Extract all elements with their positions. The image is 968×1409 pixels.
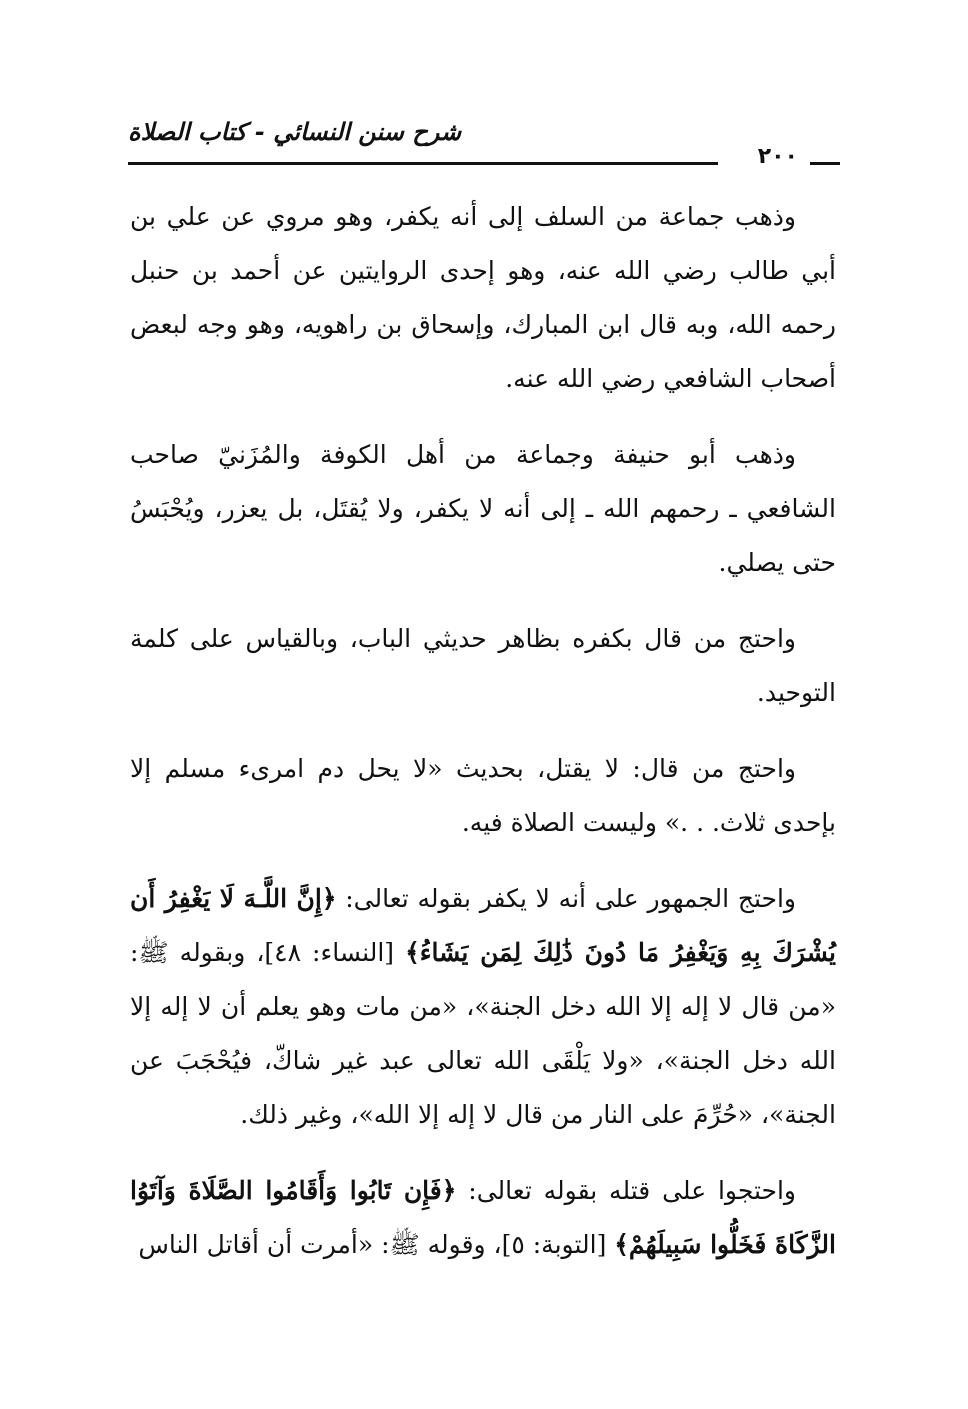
paragraph-5-rest: [النساء: ٤٨]، وبقوله ﷺ: «من قال لا إله إلا الله دخل الجنة»، «من مات وهو يعلم أن لا إله إلا الله دخل الجنة»، «ولا يَلْقَى الله تعالى عبد غير شاكّ، فيُحْجَبَ عن الجنة»، «حُرِّمَ على النار من قال لا إله إلا الله»، وغير ذلك. xyxy=(130,938,836,1129)
quran-verse-nisa: ﴿إِنَّ اللَّـهَ لَا يَغْفِرُ أَن يُشْرَكَ بِهِ وَيَغْفِرُ مَا دُونَ ذَٰلِكَ لِمَن يَشَاءُ﴾ xyxy=(130,884,836,967)
page-number: ٢٠٠ xyxy=(757,144,798,169)
paragraph-1: وذهب جماعة من السلف إلى أنه يكفر، وهو مروي عن علي بن أبي طالب رضي الله عنه، وهو إحدى الروايتين عن أحمد بن حنبل رحمه الله، وبه قال ابن المبارك، وإسحاق بن راهويه، وهو وجه لبعض أصحاب الشافعي رضي الله عنه. xyxy=(130,202,836,393)
paragraph-5-intro: واحتج الجمهور على أنه لا يكفر بقوله تعالى: xyxy=(336,884,797,913)
running-title: شرح سنن النسائي - كتاب الصلاة xyxy=(128,118,462,146)
header-rule xyxy=(128,162,718,165)
paragraph-2: وذهب أبو حنيفة وجماعة من أهل الكوفة والمُزَنيّ صاحب الشافعي ـ رحمهم الله ـ إلى أنه لا يكفر، ولا يُقتَل، بل يعزر، ويُحْبَسُ حتى يصلي. xyxy=(130,440,836,577)
paragraph-3: واحتج من قال بكفره بظاهر حديثي الباب، وبالقياس على كلمة التوحيد. xyxy=(130,624,836,707)
paragraph-6-rest: [التوبة: ٥]، وقوله ﷺ: «أمرت أن أقاتل الناس xyxy=(138,1230,615,1259)
paragraph-5 xyxy=(130,872,836,1142)
page-body xyxy=(130,190,836,1272)
paragraph-4: واحتج من قال: لا يقتل، بحديث «لا يحل دم امرىء مسلم إلا بإحدى ثلاث. . .» وليست الصلاة فيه. xyxy=(130,754,836,837)
paragraph-6-intro: واحتجوا على قتله بقوله تعالى: xyxy=(456,1176,797,1205)
quran-verse-tawba: ﴿فَإِن تَابُوا وَأَقَامُوا الصَّلَاةَ وَآتَوُا الزَّكَاةَ فَخَلُّوا سَبِيلَهُمْ﴾ xyxy=(130,1176,836,1259)
page-header xyxy=(128,118,840,170)
paragraph-6 xyxy=(130,1164,836,1272)
header-rule-short xyxy=(810,162,840,165)
